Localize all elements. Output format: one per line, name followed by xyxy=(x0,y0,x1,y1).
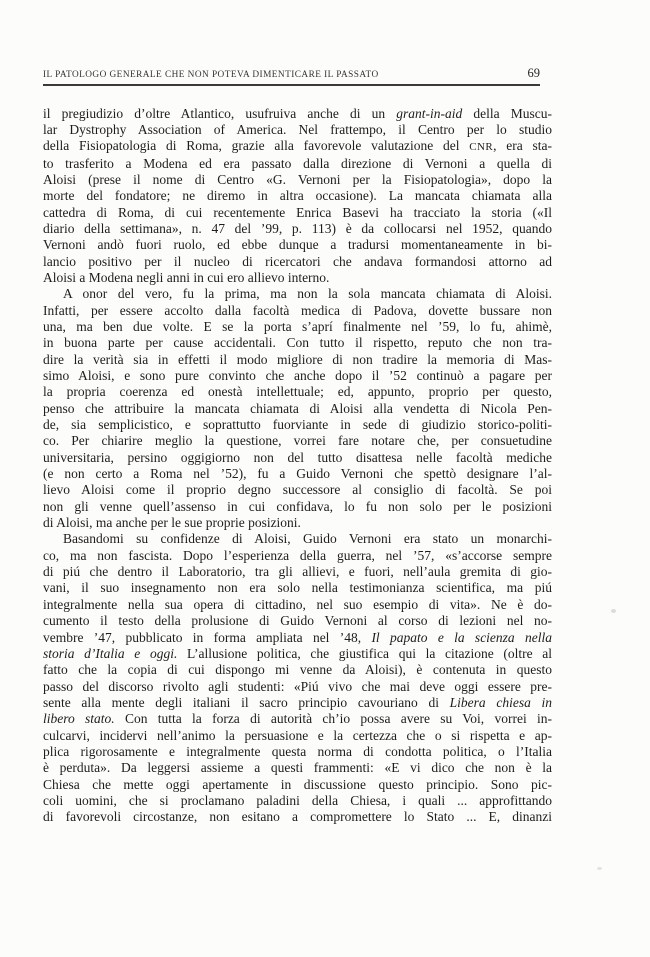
page-number: 69 xyxy=(527,66,540,80)
text-line: della Fisiopatologia di Roma, grazie alla favorevole valutazione del CNR, era sta- xyxy=(43,138,552,154)
text-line: (e non certo a Roma nel ’52), fu a Guido Vernoni che spettò designare l’al- xyxy=(43,466,552,482)
text-line: di Aloisi, ma anche per le sue proprie posizioni. xyxy=(43,515,301,531)
text-line: co, ma non fascista. Dopo l’esperienza della guerra, nel ’57, «s’accorse sempre xyxy=(43,547,552,563)
text-line: in buona parte per cause accidentali. Con tutto il rispetto, reputo che non tra- xyxy=(43,335,552,351)
smallcaps-text: CNR xyxy=(469,141,494,154)
text-line: Chiesa che mette oggi apertamente in discussione questo principio. Sono pic- xyxy=(43,776,552,792)
italic-text: libero stato. xyxy=(43,711,115,727)
running-title: IL PATOLOGO GENERALE CHE NON POTEVA DIMENTICARE IL PASSATO xyxy=(43,70,379,80)
text-line: di favorevoli circostanze, non esitano a compromettere lo Stato ... E, dinanzi xyxy=(43,809,552,825)
text-line: A onor del vero, fu la prima, ma non la sola mancata chiamata di Aloisi. xyxy=(63,286,552,302)
text-line: lar Dystrophy Association of America. Nel frattempo, il Centro per lo studio xyxy=(43,121,552,137)
text-line: dire la verità sia in effetti il modo migliore di non tradire la memoria di Mas- xyxy=(43,351,552,367)
text-line: fatto che la copia di cui dispongo mi venne da Aloisi), è contenuta in questo xyxy=(43,662,552,678)
text-line: Vernoni andò fuori ruolo, ed ebbe dunque a tradursi momentaneamente in bi- xyxy=(43,237,552,253)
text-block xyxy=(43,68,552,826)
text-line: integralmente nella sua opera di cittadino, nel suo esempio di vita». Ne è do- xyxy=(43,596,552,612)
text-line: Infatti, per essere accolto dalla facoltà medica di Padova, dovette bussare non xyxy=(43,302,552,318)
text-line: non gli venne quell’assenso in cui confidava, lo fu non solo per le posizioni xyxy=(43,498,552,514)
text-line: coli uomini, che si proclamano paladini della Chiesa, i quali ... approfittando xyxy=(43,792,552,808)
scan-speck xyxy=(597,867,602,870)
text-line: culcarvi, incidervi nell’animo la persuasione e la certezza che o si rispetta e ap- xyxy=(43,727,552,743)
text-line: sente alla mente degli italiani il sacro principio cavouriano di Libera chiesa in xyxy=(43,694,553,710)
text-line: cumento il testo della prolusione di Guido Vernoni al corso di lezioni nel no- xyxy=(43,613,552,629)
text-line: lievo Aloisi come il proprio degno successore al consiglio di facoltà. Se poi xyxy=(43,482,552,498)
text-line: una, ma ben due volte. E se la porta s’aprí finalmente nel ’59, lo fu, ahimè, xyxy=(43,318,552,334)
italic-text: grant-in-aid xyxy=(396,105,463,121)
text-line: cattedra di Roma, di cui recentemente Enrica Basevi ha tracciato la storia («Il xyxy=(43,204,552,220)
text-line: universitaria, persino oggigiorno non del tutto disattesa nelle facoltà mediche xyxy=(43,449,552,465)
text-line: to trasferito a Modena ed era passato dalla direzione di Vernoni a quella di xyxy=(43,155,552,171)
text-line: la propria coerenza ed onestà intellettuale; ed, appunto, proprio per questo, xyxy=(43,384,552,400)
italic-text: storia d’Italia e oggi. xyxy=(43,645,178,661)
text-line: morte del fondatore; ne diremo in altra occasione). La mancata chiamata alla xyxy=(43,188,552,204)
text-line: Basandomi su confidenze di Aloisi, Guido Vernoni era stato un monarchi- xyxy=(63,531,552,547)
text-line: Aloisi a Modena negli anni in cui ero allievo interno. xyxy=(43,269,330,285)
text-line: vembre ’47, pubblicato in forma ampliata nel ’48, Il papato e la scienza nella xyxy=(43,629,552,645)
text-line: de, sia semplicistico, e soprattutto fuorviante in sede di giudizio storico-politi- xyxy=(43,417,552,433)
text-line: plica rigorosamente e integralmente questa norma di condotta politica, o l’Italia xyxy=(43,743,552,759)
text-line: di piú che dentro il Laboratorio, tra gli allievi, e fuori, nell’aula gremita di gio- xyxy=(43,564,552,580)
text-line: il pregiudizio d’oltre Atlantico, usufruiva anche di un grant-in-aid della Muscu- xyxy=(43,105,552,121)
text-line: co. Per chiarire meglio la questione, vorrei fare notare che, per consuetudine xyxy=(43,433,552,449)
text-line: simo Aloisi, e sono pure convinto che anche dopo il ’52 continuò a pagare per xyxy=(43,368,552,383)
page-header xyxy=(43,68,540,81)
text-line: diario della settimana», n. 47 del ’99, p. 113) è da collocarsi nel 1952, quando xyxy=(43,220,552,236)
page-body xyxy=(43,106,552,826)
italic-text: Libera chiesa in xyxy=(449,694,553,710)
text-line: Aloisi (prese il nome di Centro «G. Vernoni per la Fisiopatologia», dopo la xyxy=(43,171,552,187)
header-rule xyxy=(43,84,540,86)
text-line: è perduta». Da leggersi assieme a questi frammenti: «E vi dico che non è la xyxy=(43,760,552,776)
text-line: vani, il suo insegnamento non era solo nella testimonianza scientifica, ma piú xyxy=(43,580,552,596)
text-line: passo del discorso rivolto agli studenti: «Piú vivo che mai deve oggi essere pre- xyxy=(43,678,552,694)
text-line: lancio positivo per il nucleo di ricercatori che andava formandosi attorno ad xyxy=(43,253,552,269)
scan-speck xyxy=(611,609,616,613)
text-line: storia d’Italia e oggi. L’allusione politica, che giustifica qui la citazione (oltre al xyxy=(43,645,553,661)
italic-text: Il papato e la scienza nella xyxy=(371,629,552,645)
text-line: penso che attribuire la mancata chiamata di Aloisi alla vendetta di Nicola Pen- xyxy=(43,400,552,416)
text-line: libero stato. Con tutta la forza di autorità ch’io possa avere su Voi, vorrei in- xyxy=(43,711,552,727)
